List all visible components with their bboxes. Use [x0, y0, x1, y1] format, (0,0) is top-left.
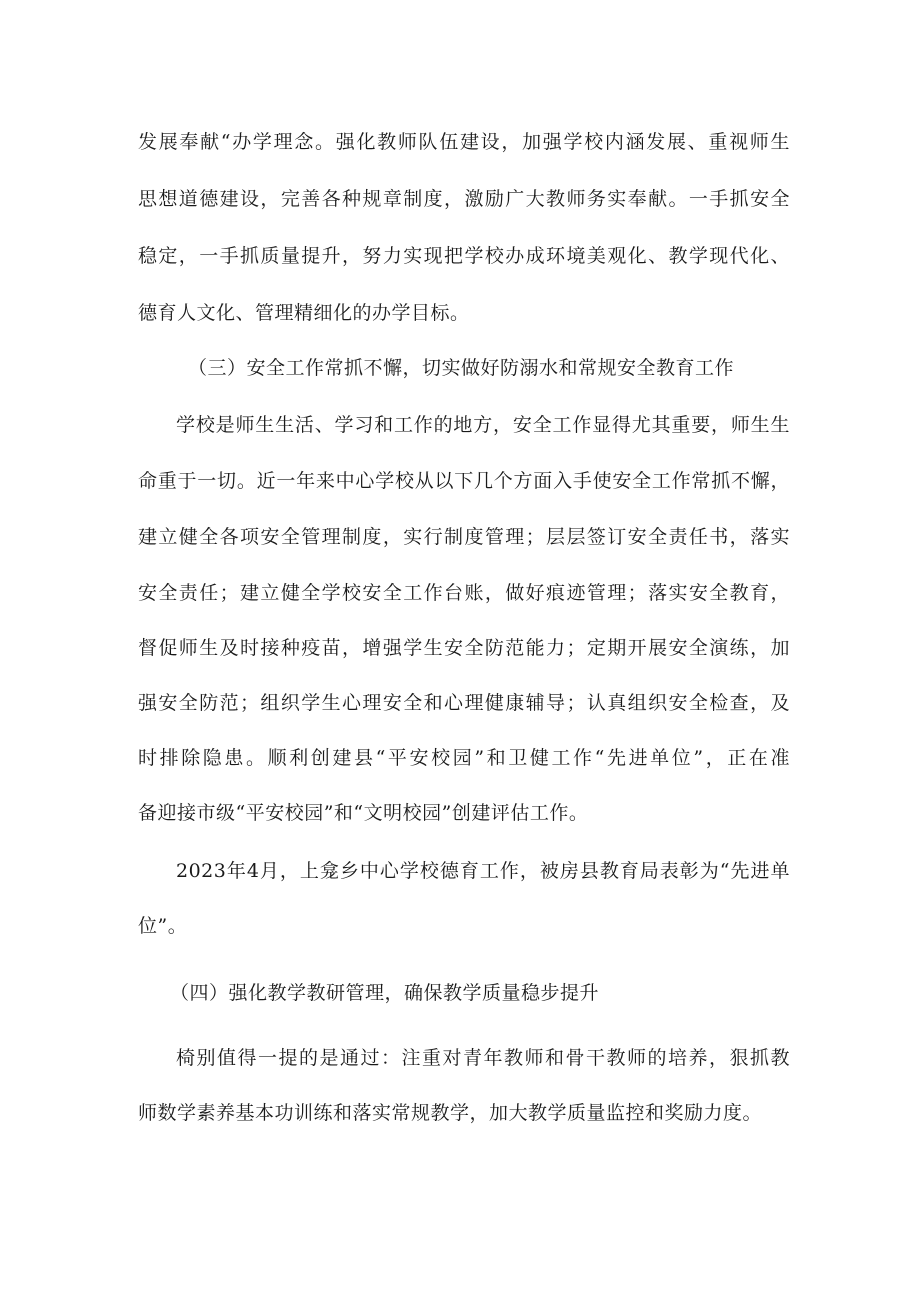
paragraph-line: 建立健全各项安全管理制度，实行制度管理；层层签订安全责任书，落实 — [138, 526, 790, 548]
paragraph-line: 椅别值得一提的是通过：注重对青年教师和骨干教师的培养，狠抓教 — [176, 1047, 790, 1069]
section-heading-3: （三）安全工作常抓不懈，切实做好防溺水和常规安全教育工作 — [188, 357, 735, 379]
paragraph-line: 思想道德建设，完善各种规章制度，激励广大教师务实奉献。一手抓安全 — [138, 188, 790, 210]
paragraph-line: 学校是师生生活、学习和工作的地方，安全工作显得尤其重要，师生生 — [176, 414, 790, 436]
paragraph-line: 命重于一切。近一年来中心学校从以下几个方面入手使安全工作常抓不懈， — [138, 470, 790, 492]
paragraph-line: 稳定，一手抓质量提升，努力实现把学校办成环境美观化、教学现代化、 — [138, 245, 790, 267]
paragraph-line: 时排除隐患。顺利创建县“平安校园”和卫健工作“先进单位”，正在准 — [138, 747, 790, 769]
paragraph-line: 2023年4月，上龛乡中心学校德育工作，被房县教育局表彰为“先进单 — [176, 860, 790, 882]
paragraph-line: 督促师生及时接种疫苗，增强学生安全防范能力；定期开展安全演练，加 — [138, 637, 790, 659]
paragraph-line: 安全责任；建立健全学校安全工作台账，做好痕迹管理；落实安全教育， — [138, 582, 790, 604]
paragraph-line: 备迎接市级“平安校园”和“文明校园”创建评估工作。 — [138, 802, 589, 824]
paragraph-line: 发展奉献“办学理念。强化教师队伍建设，加强学校内涵发展、重视师生 — [138, 131, 790, 153]
paragraph-line: 师数学素养基本功训练和落实常规教学，加大教学质量监控和奖励力度。 — [138, 1102, 763, 1124]
paragraph-line: 强安全防范；组织学生心理安全和心理健康辅导；认真组织安全检查，及 — [138, 692, 790, 714]
section-heading-4: （四）强化教学教研管理，确保教学质量稳步提升 — [170, 982, 600, 1004]
paragraph-line: 位”。 — [138, 915, 188, 937]
paragraph-line: 德育人文化、管理精细化的办学目标。 — [138, 302, 470, 324]
